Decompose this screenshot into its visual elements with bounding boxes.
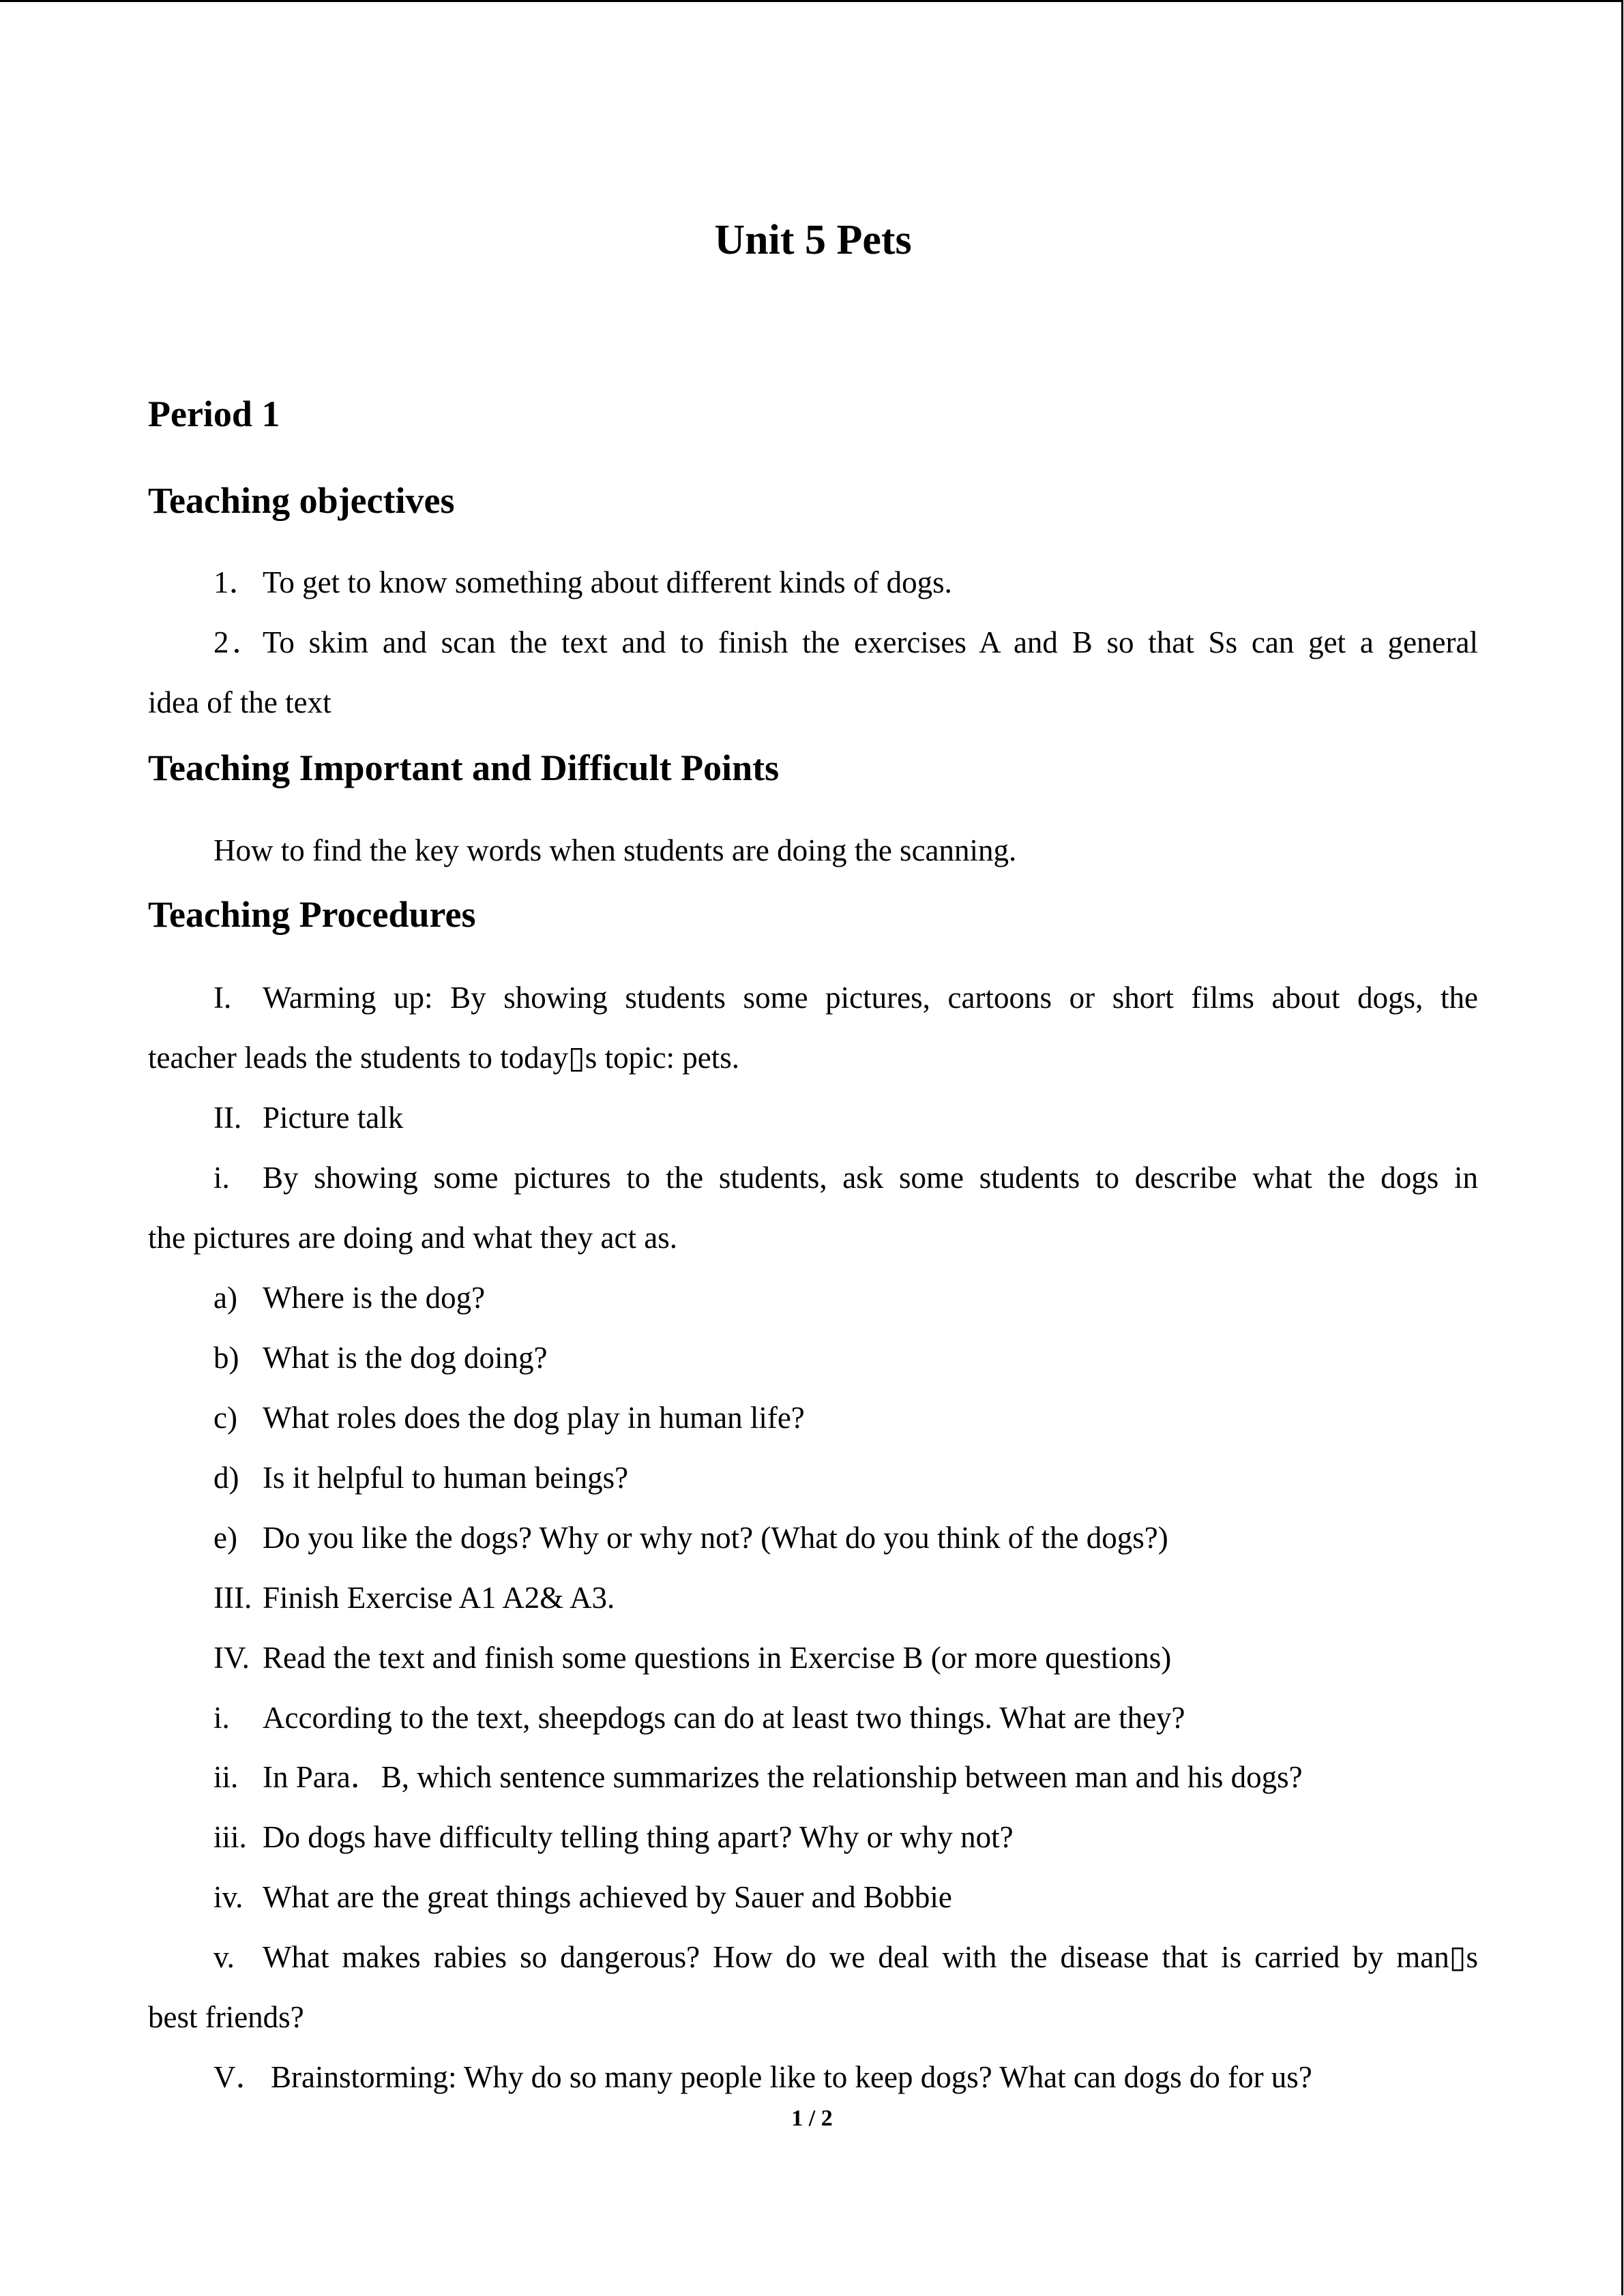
question-item-d — [213, 1448, 628, 1508]
procedure-marker: III. — [213, 1581, 252, 1615]
objective-marker: 1． — [213, 565, 260, 599]
procedures-heading: Teaching Procedures — [148, 894, 476, 935]
objective-marker: 2． — [213, 625, 263, 659]
procedure-marker: II. — [213, 1101, 242, 1135]
procedure-marker: i. — [213, 1161, 230, 1195]
question-marker: iv. — [213, 1880, 243, 1914]
question-text: According to the text, sheepdogs can do at least two things. What are they? — [263, 1701, 1185, 1735]
picture-talk-text: Picture talk — [263, 1101, 404, 1135]
question-marker: d) — [213, 1461, 239, 1495]
period-heading: Period 1 — [148, 393, 280, 434]
exercise-b-question-iii — [213, 1807, 1014, 1867]
objective-item-2 — [148, 612, 1478, 732]
exercise-a-text: Finish Exercise A1 A2& A3. — [263, 1581, 615, 1615]
picture-sub-line2: the pictures are doing and what they act as. — [148, 1221, 677, 1255]
question-text: What roles does the dog play in human life? — [263, 1401, 805, 1435]
question-marker: i. — [213, 1701, 230, 1735]
question-marker: b) — [213, 1341, 239, 1375]
exercise-b-question-iv — [213, 1867, 952, 1927]
brainstorm-text: Brainstorming: Why do so many people like to keep dogs? What can dogs do for us? — [271, 2060, 1312, 2094]
question-marker: ii. — [213, 1760, 239, 1794]
objective-text-line2: idea of the text — [148, 685, 331, 719]
exercise-b-question-i — [213, 1688, 1185, 1748]
procedure-marker: I. — [213, 981, 232, 1015]
page-number: 1 / 2 — [791, 2106, 833, 2131]
procedure-marker: IV. — [213, 1641, 250, 1675]
document-title: Unit 5 Pets — [714, 217, 912, 263]
question-text: What are the great things achieved by Sauer and Bobbie — [263, 1880, 952, 1914]
procedure-exercise-a — [213, 1568, 615, 1628]
question-marker: c) — [213, 1401, 237, 1435]
question-item-b — [213, 1328, 547, 1388]
question-marker: v. — [213, 1940, 235, 1974]
key-points-heading: Teaching Important and Difficult Points — [148, 747, 780, 788]
question-text: In Para．B, which sentence summarizes the relationship between man and his dogs? — [263, 1760, 1303, 1794]
question-marker: e) — [213, 1521, 237, 1555]
question-text: Where is the dog? — [263, 1281, 486, 1315]
question-item-c — [213, 1388, 805, 1448]
objective-text: To get to know something about different kinds of dogs. — [263, 565, 952, 599]
warming-line1: Warming up: By showing students some pictures, cartoons or short films about dogs, the — [263, 981, 1478, 1015]
warming-line2: teacher leads the students to today▯s topic: pets. — [148, 1041, 740, 1075]
procedure-picture-talk — [213, 1088, 403, 1148]
exercise-b-question-v — [148, 1927, 1478, 2047]
picture-sub-line1: By showing some pictures to the students, ask some students to describe what the dogs in — [263, 1161, 1478, 1195]
exercise-b-text: Read the text and finish some questions in Exercise B (or more questions) — [263, 1641, 1172, 1675]
question-text: What is the dog doing? — [263, 1341, 548, 1375]
procedure-marker: V． — [213, 2060, 267, 2094]
question-marker: a) — [213, 1281, 237, 1315]
picture-talk-instruction — [148, 1148, 1478, 1268]
question-text: Is it helpful to human beings? — [263, 1461, 629, 1495]
question-item-a — [213, 1268, 485, 1328]
objectives-heading: Teaching objectives — [148, 480, 455, 521]
question-text: Do dogs have difficulty telling thing apart? Why or why not? — [263, 1820, 1014, 1854]
objective-item-1 — [213, 552, 952, 612]
key-points-text: How to find the key words when students are doing the scanning. — [213, 833, 1017, 867]
rabies-line2: best friends? — [148, 2000, 304, 2034]
procedure-exercise-b — [213, 1628, 1171, 1688]
rabies-line1: What makes rabies so dangerous? How do we deal with the disease that is carried by man▯s — [263, 1940, 1478, 1974]
procedure-warming-up — [148, 968, 1478, 1088]
question-item-e — [213, 1508, 1168, 1568]
objective-text-line1: To skim and scan the text and to finish the exercises A and B so that Ss can get a general — [263, 625, 1478, 659]
question-marker: iii. — [213, 1820, 247, 1854]
procedure-brainstorming — [213, 2047, 1312, 2107]
question-text: Do you like the dogs? Why or why not? (What do you think of the dogs?) — [263, 1521, 1168, 1555]
exercise-b-question-ii — [213, 1747, 1303, 1807]
